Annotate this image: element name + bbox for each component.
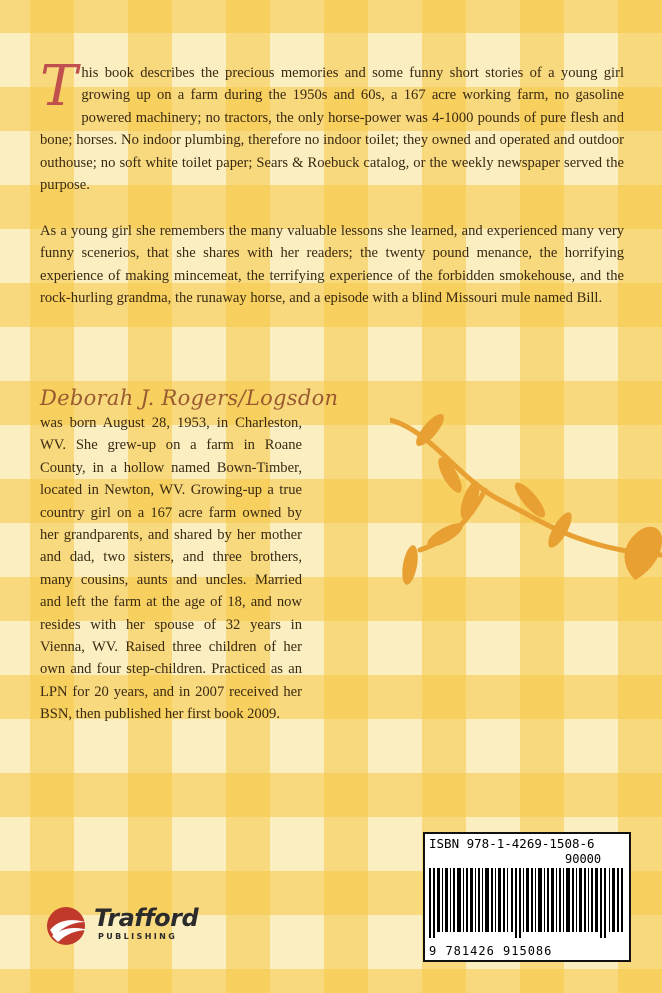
publisher-name: Trafford — [94, 904, 199, 932]
price-code: 90000 — [565, 852, 602, 866]
drop-cap: T — [40, 54, 78, 119]
author-bio: was born August 28, 1953, in Charleston, WV. She grew-up on a farm in Roane County, in a hollow named Bown-Timber, located in Newton, WV. Growing-up a true country girl on a 167 acre farm owned by her grandparents, and shared by her mother and dad, two sisters, and three brothers, many cousins, aunts and uncles. Married and left the farm at the age of 18, and now resides with her spouse of 32 years in Vienna, WV. Raised three children of her own and four step-children. Practiced as an LPN for 20 years, and in 2007 received her BSN, then published her first book 2009. — [40, 415, 302, 723]
trafford-wave-icon — [44, 906, 92, 946]
barcode-digits: 9 781426 915086 — [429, 944, 553, 958]
blurb-paragraph-1 — [40, 54, 624, 196]
publisher-logo — [44, 906, 234, 946]
blurb-paragraph-1-text: his book describes the precious memories and some funny short stories of a young girl growing up on a farm during the 1950s and 60s, a 167 acre working farm, no gasoline powered machinery; no tractors, the only horse-power was 4-1000 pounds of pure flesh and bone; horses. No indoor plumbing, therefore no indoor toilet; they owned and operated and outdoor outhouse; no soft white toilet paper; Sears & Roebuck catalog, or the weekly newspaper served the purpose. — [40, 65, 624, 194]
blurb-paragraph-2: As a young girl she remembers the many valuable lessons she learned, and experienced many very funny scenerios, that she shares with her readers; the twenty pound menance, the horrifying experience of making mincemeat, the terrifying experience of the forbidden smokehouse, and the rock-hurling grandma, the runaway horse, and a episode with a blind Missouri mule named Bill. — [40, 223, 624, 307]
publisher-tagline: PUBLISHING — [98, 932, 178, 941]
isbn-barcode — [423, 832, 631, 962]
isbn-label: ISBN 978-1-4269-1508-6 — [429, 836, 595, 851]
vine-branch-illustration — [390, 400, 662, 600]
barcode-bars — [429, 868, 625, 938]
author-name: Deborah J. Rogers/Logsdon — [40, 386, 339, 410]
